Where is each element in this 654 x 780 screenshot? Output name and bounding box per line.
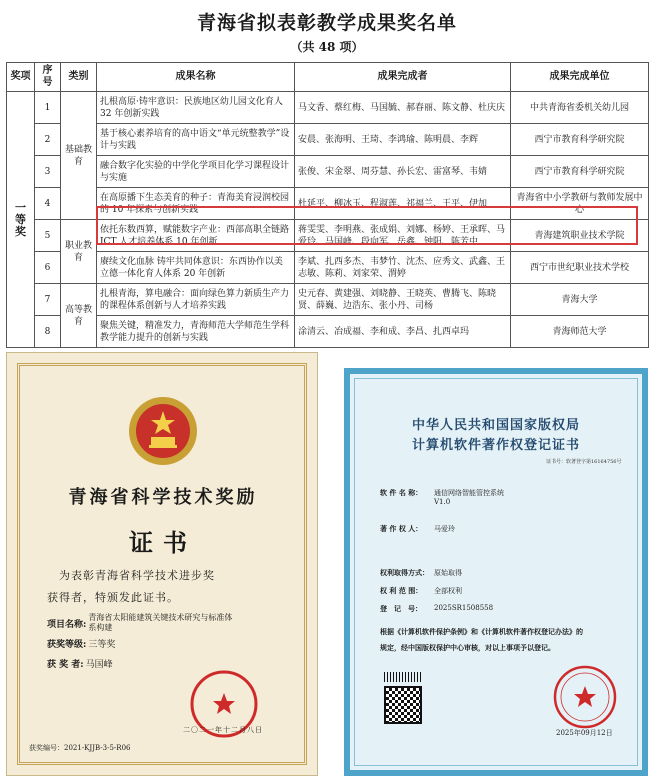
unit-name: 青海建筑职业技术学院 [511,220,649,252]
certificate-title: 青海省科学技术奖励 [68,487,258,508]
unit-name: 青海大学 [511,284,649,316]
project-value: 青海省太阳能建筑关键技术研究与标准体系构建 [88,613,233,632]
award-level-cell: 一等奖 [7,92,35,348]
row-number: 3 [35,156,61,188]
field-value: V1.0 [434,498,451,506]
table-header-row [7,63,649,92]
unit-name: 西宁市教育科学研究院 [511,156,649,188]
document-subtitle: （共 48 项） [290,40,364,54]
certificate-number: 证书号：软著登字第16164756号 [546,459,622,465]
row-number: 8 [35,316,61,348]
row-number: 6 [35,252,61,284]
header-contributors: 成果完成者 [295,63,511,92]
table-row [7,316,649,348]
table-row [7,124,649,156]
category-cell: 基础教育 [61,92,97,220]
project-name: 聚焦关键，精准发力，青海师范大学师范生学科教学能力提升的创新与实践 [97,316,295,348]
row-number: 2 [35,124,61,156]
unit-name: 青海省中小学教研与教师发展中心 [511,188,649,220]
document-title: 青海省拟表彰教学成果奖名单 [196,12,457,34]
certificate-title-line2: 计算机软件著作权登记证书 [411,438,580,453]
project-name: 融合数字化实验的中学化学项目化学习课程设计与实施 [97,156,295,188]
table-row [7,188,649,220]
field-label: 权利取得方式： [380,568,429,577]
certificate-date: 2025年09月12日 [556,729,613,737]
winner-value: 马国峰 [85,660,113,670]
contributors: 蒋雯雯、李明燕、张成娟、刘娜、杨婷、王承晖、马爱玲、马国峰、段向军、岳鑫、钟阳、陈芳中 [295,220,511,252]
project-label: 项目名称: [47,619,87,630]
field-row [380,586,462,596]
grade-row [47,637,115,650]
contributors: 史元春、黄建强、刘晓静、王晓英、曹腾飞、陈晓贤、薛巍、边浩东、张小丹、司杨 [295,284,511,316]
project-name: 在高原播下生态美育的种子：青海美育浸润校园的 10 年探索与创新实践 [97,188,295,220]
row-number: 1 [35,92,61,124]
row-number: 5 [35,220,61,252]
copyright-office-seal-icon [552,664,618,730]
unit-name: 西宁市世纪职业技术学校 [511,252,649,284]
row-number: 4 [35,188,61,220]
project-name: 依托东数西算，赋能数字产业：西部高职全链路 ICT 人才培养体系 10 年创新 [97,220,295,252]
category-cell: 职业教育 [61,220,97,284]
field-label: 著 作 权 人： [380,524,423,533]
winner-row [47,657,113,670]
field-row [380,498,450,506]
header-project-name: 成果名称 [97,63,295,92]
field-value: 通信网络智能管控系统 [434,489,504,497]
certificate-title-line1: 中华人民共和国国家版权局 [411,418,580,433]
contributors: 李斌、扎西多杰、韦梦竹、沈杰、应秀文、武鑫、王志敏、陈莉、刘家荣、渭婷 [295,252,511,284]
certificate-heading: 证书 [129,528,197,557]
field-label: 权 利 范 围： [380,586,423,595]
grade-label: 获奖等级: [47,640,87,650]
field-value: 全部权利 [434,587,462,595]
barcode-icon [384,672,422,682]
field-value: 马爱玲 [434,525,455,533]
category-cell: 高等教育 [61,284,97,348]
field-row [380,488,504,498]
table-row-highlighted [7,220,649,252]
award-code: 获奖编号：2021-KJJB-3-5-R06 [29,744,131,752]
certificate-statement-line2: 获得者，特颁发此证书。 [47,591,179,604]
row-number: 7 [35,284,61,316]
header-unit: 成果完成单位 [511,63,649,92]
national-emblem-icon [125,393,201,469]
field-label: 登 记 号： [380,604,422,613]
field-label [380,498,434,506]
winner-label: 获 奖 者: [47,660,84,670]
field-value: 原始取得 [434,569,462,577]
table-row [7,156,649,188]
field-row [380,604,493,614]
contributors: 涂清云、冶成福、李和成、李昌、扎西卓玛 [295,316,511,348]
header-number: 序号 [35,63,61,92]
project-row [47,613,238,633]
grade-value: 三等奖 [88,640,116,650]
field-label: 软 件 名 称： [380,488,423,497]
header-award: 奖项 [7,63,35,92]
project-name: 扎根青海，算电融合：面向绿色算力新质生产力的课程体系创新与人才培养实践 [97,284,295,316]
awards-table [6,62,649,348]
contributors: 安晨、张海明、王琦、李鸿瑜、陈明晨、李辉 [295,124,511,156]
contributors: 马文香、蔡红梅、马国毓、郝春丽、陈文静、杜庆庆 [295,92,511,124]
unit-name: 青海师范大学 [511,316,649,348]
table-row [7,92,649,124]
registration-statement-line1: 根据《计算机软件保护条例》和《计算机软件著作权登记办法》的 [380,627,583,636]
certificate-date: 二〇二一年十二月八日 [183,726,263,734]
unit-name: 中共青海省委机关幼儿园 [511,92,649,124]
software-copyright-certificate [344,368,648,776]
project-name: 赓续文化血脉 铸牢共同体意识：东西协作以美立德一体化育人体系 20 年创新 [97,252,295,284]
qr-code-icon [384,686,422,724]
table-row [7,252,649,284]
project-name: 扎根高原·铸牢意识：民族地区幼儿园文化育人 32 年创新实践 [97,92,295,124]
header-category: 类别 [61,63,97,92]
project-name: 基于核心素养培育的高中语文“单元统整教学”设计与实践 [97,124,295,156]
science-award-certificate [6,352,318,776]
field-row [380,568,462,578]
certificate-statement-line1: 为表彰青海省科学技术进步奖 [59,569,215,582]
table-row [7,284,649,316]
registration-statement-line2: 规定，经中国版权保护中心审核，对以上事项予以登记。 [380,643,555,652]
unit-name: 西宁市教育科学研究院 [511,124,649,156]
contributors: 杜延平、柳冰玉、程淑莲、祁福兰、王平、伊加 [295,188,511,220]
field-row [380,524,455,534]
field-value: 2025SR1508558 [434,604,494,612]
contributors: 张俊、宋金翠、周芬慧、孙长宏、雷富琴、韦婧 [295,156,511,188]
